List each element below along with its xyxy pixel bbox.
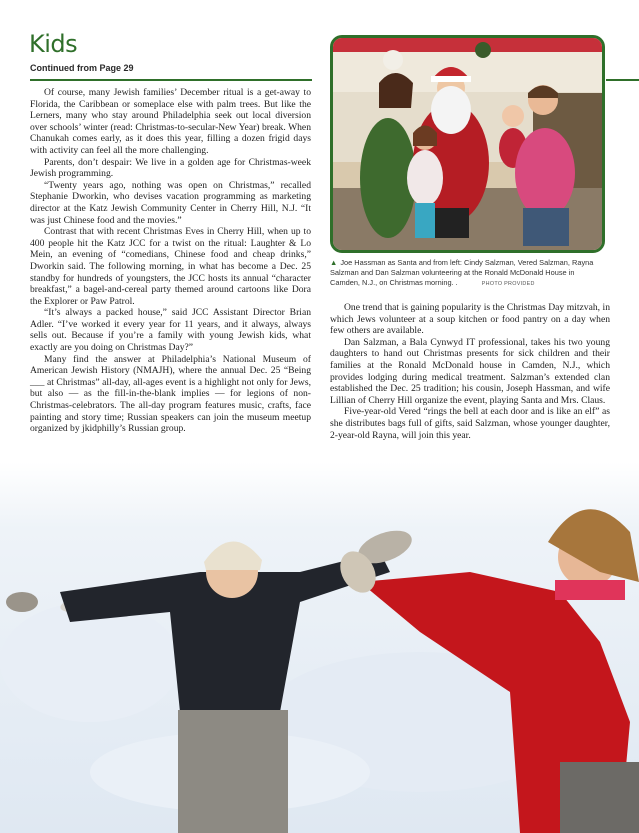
santa-family-illustration — [333, 38, 602, 250]
paragraph: “It’s always a packed house,” said JCC Assistant Director Brian Adler. “I’ve worked it every year for 11 years, and it always, always sells out. Because if you’re a family with young Jewish kids, what exactly are you doing on Christmas Day?” — [30, 307, 311, 354]
photo-caption — [330, 258, 606, 289]
paragraph: Five-year-old Vered “rings the bell at each door and is like an elf” as she distributes bags full of gifts, said Salzman, whose younger daughter, 2-year-old Rayna, will join this year. — [330, 406, 610, 441]
article-column-right — [330, 302, 610, 441]
paragraph: Parents, don’t despair: We live in a golden age for Christmas-week Jewish programming. — [30, 156, 311, 180]
santa-family-photo — [330, 35, 605, 253]
caption-triangle-icon: ▲ — [330, 258, 338, 267]
section-title: Kids — [29, 30, 78, 58]
snow-angels-photo — [0, 462, 639, 833]
paragraph: Dan Salzman, a Bala Cynwyd IT professional, takes his two young daughters to hand out Christmas presents for sick children and their families at the Ronald McDonald house in Camden, N.J., which provides lodging during medical treatment. Salzman’s extended clan established the Dec. 25 tradition; his cousin, Joseph Hassman, and wife Lillian of Cherry Hill organize the event, playing Santa and Mrs. Claus. — [330, 336, 610, 406]
header-rule-right — [606, 79, 639, 81]
paragraph: One trend that is gaining popularity is the Christmas Day mitzvah, in which Jews volunteer at a soup kitchen or food pantry on a day when few others are available. — [330, 302, 610, 337]
continued-line: Continued from Page 29 — [30, 63, 134, 73]
caption-text: Joe Hassman as Santa and from left: Cindy Salzman, Vered Salzman, Rayna Salzman and Dan Salzman volunteering at the Ronald McDonald House in Camden, N.J., on Christmas morning. . — [330, 258, 594, 287]
paragraph: Of course, many Jewish families’ December ritual is a get-away to Florida, the Caribbean or someplace else with palm trees. But like the Lerners, many who stay around Philadelphia seek out local diversion over schools’ winter (read: Christmas-to-secular-New Year) break. When Chanukah comes early, as it does this year, filling a dozen frigid days with activity can feel all the more challenging. — [30, 87, 311, 156]
photo-credit: PHOTO PROVIDED — [481, 281, 535, 287]
paragraph: “Twenty years ago, nothing was open on Christmas,” recalled Stephanie Dworkin, who devises vacation programming as marketing director at the Katz Jewish Community Center in Cherry Hill, N.J. “It was just Chinese food and the movies.” — [30, 179, 311, 226]
article-column-left — [30, 87, 311, 435]
header-rule-left — [30, 79, 312, 81]
paragraph: Many find the answer at Philadelphia’s National Museum of American Jewish History (NMAJH), where the annual Dec. 25 “Being ___ at Christmas” all-day, all-ages event is a highlight not only for Jews, but also — as the fill-in-the-blank implies — for legions of non-Christmas-celebrators. The all-day program features music, crafts, face painting and story time; Russian speakers can join the museum meetup organized by jkidphilly’s Russian group. — [30, 353, 311, 435]
paragraph: Contrast that with recent Christmas Eves in Cherry Hill, when up to 400 people hit the Katz JCC for a twist on the ritual: Laughter & Lo Mein, an evening of “comedians, Chinese food and cheap drinks,” Dworkin said. The following morning, in what has become a Dec. 25 standby for hundreds of youngsters, the JCC hosts its annual “character breakfast,” a bagel-and-cereal party themed around cartoons like Dora the Explorer or Paw Patrol. — [30, 226, 311, 307]
